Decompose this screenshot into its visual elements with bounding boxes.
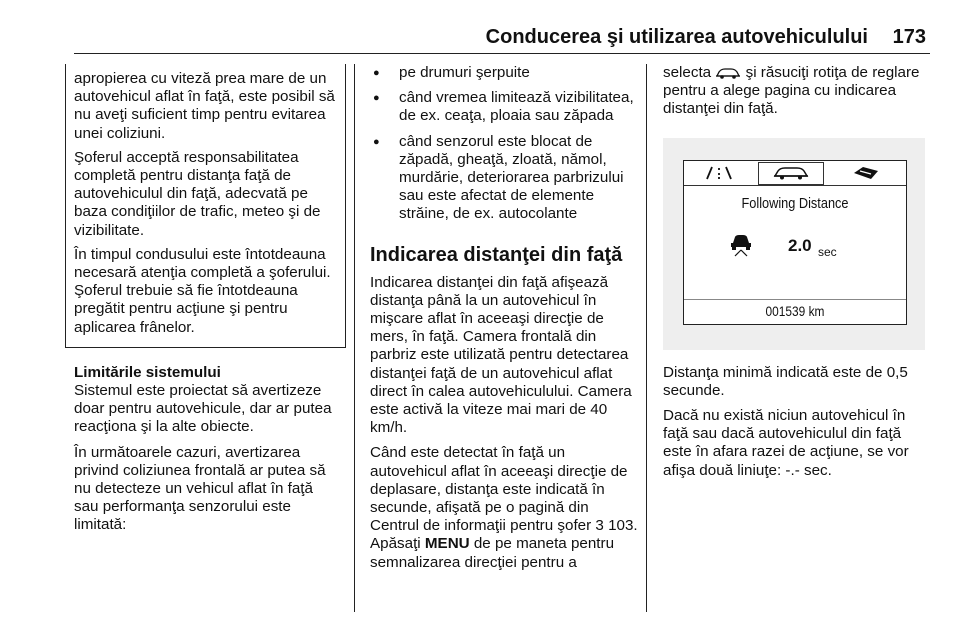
- list-item: ● când senzorul este blocat de zăpadă, gheaţă, zloată, nămol, murdărie, deteriorarea parbrizului sau este afectat de elemente străine, de ex. autocolante: [370, 133, 638, 224]
- driver-info-display: [683, 160, 907, 325]
- paragraph: Indicarea distanţei din faţă afişează distanţa până la un autovehicul în mişcare aflat în aceeaşi direcţie de mers, în faţă. Camera frontală din parbriz este utilizată pentru detectarea distanţei faţă de un autovehicul aflat direct în calea autovehiculului. Camera este activă la viteze mai mari de 40 km/h.: [370, 273, 632, 437]
- page-header-title: Conducerea şi utilizarea autovehiculului: [485, 26, 868, 48]
- odometer: 001539 km: [765, 302, 825, 319]
- tab-underline: [684, 185, 906, 187]
- page-header: [0, 0, 960, 56]
- warning-paragraph: Şoferul acceptă responsabilitatea completă pentru distanţa faţă de autovehiculul din faţă, adecvată pe baza condiţiilor de trafic, meteo şi de vizibilitate.: [74, 148, 321, 239]
- vehicle-ahead-tab-icon: [758, 162, 824, 185]
- column-1: [74, 64, 340, 542]
- distance-unit: sec: [818, 244, 837, 259]
- paragraph: Distanţa minimă indicată este de 0,5 secunde.: [663, 363, 908, 399]
- paragraph-text: selecta: [663, 64, 712, 81]
- warning-paragraph: apropierea cu viteză prea mare de un autovehicul aflat în faţă, este posibil să nu aveţi suficient timp pentru evitarea unei coliziuni.: [74, 70, 335, 142]
- car-icon: [715, 66, 741, 80]
- section-title: Indicarea distanţei din faţă: [370, 243, 623, 266]
- column-2: [370, 64, 638, 579]
- speed-sign-icon: [840, 163, 892, 183]
- list-item: ● pe drumuri şerpuite: [370, 64, 638, 82]
- list-item: ● când vremea limitează vizibilitatea, de ex. ceaţa, ploaia sau zăpada: [370, 89, 638, 125]
- column-3: [663, 64, 930, 487]
- display-figure: [663, 138, 925, 350]
- header-rule: [74, 53, 930, 54]
- column-divider: [646, 64, 647, 612]
- display-divider: [684, 299, 906, 300]
- paragraph: [370, 444, 638, 571]
- paragraph: Sistemul este proiectat să avertizeze doar pentru autovehicule, dar ar putea reacţiona şi la alte obiecte.: [74, 382, 332, 436]
- paragraph-text: de pe maneta pentru semnalizarea direcţiei pentru a: [370, 535, 615, 571]
- page-reference: 3 103. Apăsaţi: [370, 517, 638, 553]
- following-distance-icon: [728, 233, 754, 257]
- display-tabs: [684, 161, 906, 185]
- paragraph-text: Când este detectat în faţă un autovehicul aflat în aceeaşi direcţie de deplasare, distanţa este indicată în secunde, afişată pe o pagină din Centrul de informaţii pentru şofer: [370, 444, 628, 535]
- paragraph: Dacă nu există niciun autovehicul în faţă sau dacă autovehiculul din faţă este în afara razei de acţiune, se vor afişa două liniuţe: -.- sec.: [663, 407, 909, 479]
- limitations-list: [370, 64, 638, 224]
- paragraph: În următoarele cazuri, avertizarea privind coliziunea frontală ar putea să nu detecteze un vehicul aflat în faţă sau performanţa senzorului este limitată:: [74, 443, 326, 534]
- paragraph-text: şi răsuciţi rotiţa de reglare pentru a alege pagina cu indicarea distanţei din faţă.: [663, 64, 920, 118]
- warning-paragraph: În timpul condusului este întotdeauna necesară atenţia completă a şoferului. Şoferul trebuie să fie întotdeauna pregătit pentru acţiune şi pentru aplicarea frânelor.: [74, 245, 331, 336]
- menu-key-label: MENU: [424, 535, 470, 553]
- lane-assist-icon: [696, 163, 741, 183]
- warning-box: [65, 64, 346, 348]
- distance-value: 2.0: [788, 235, 812, 255]
- display-title: Following Distance: [741, 194, 849, 212]
- subheading-limitations: Limitările sistemului: [74, 363, 221, 381]
- column-divider: [354, 64, 355, 612]
- paragraph: [663, 64, 930, 119]
- page-number: 173: [892, 26, 926, 48]
